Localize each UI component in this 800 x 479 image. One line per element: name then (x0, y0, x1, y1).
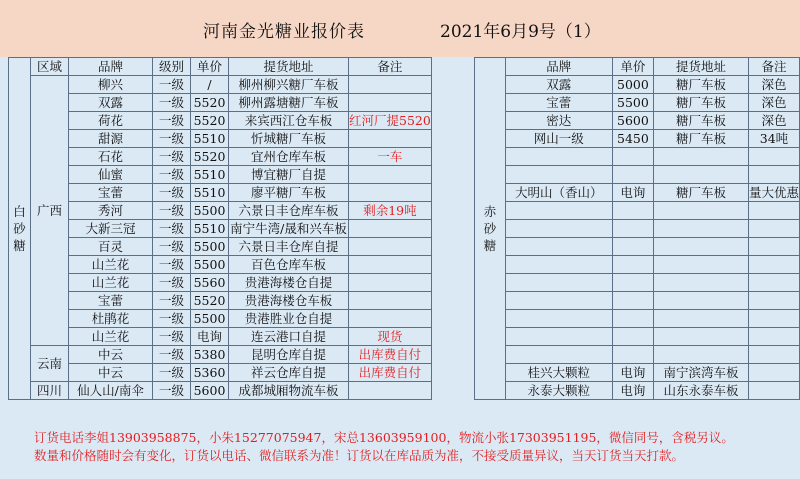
grade-cell: 一级 (153, 76, 191, 94)
brand-cell: 宝蕾 (505, 94, 612, 112)
table-row (475, 364, 800, 382)
price-cell (612, 238, 653, 256)
note-cell: 34吨 (748, 130, 799, 148)
note-cell: 红河厂提5520 (349, 113, 431, 128)
price-cell: 5500 (612, 94, 653, 112)
price-cell: 5600 (191, 382, 229, 400)
location-cell: 贵港海楼仓车板 (229, 292, 349, 310)
grade-cell: 一级 (153, 346, 191, 364)
note-cell: 现货 (349, 328, 432, 346)
brand-cell (505, 238, 612, 256)
brand-cell: 杜鹃花 (69, 310, 153, 328)
brand-cell: 密达 (505, 112, 612, 130)
price-cell: 5500 (191, 256, 229, 274)
brand-cell: 永泰大颗粒 (505, 382, 612, 400)
category-label-white-sugar (9, 58, 31, 400)
footer-contact-line: 订货电话李姐13903958875，小朱15277075947，宋总13603959100，物流小张17303951195，微信同号，含税另议。 (34, 430, 734, 445)
location-cell (654, 310, 749, 328)
price-cell (612, 292, 653, 310)
grade-cell: 一级 (153, 382, 191, 400)
header-brand: 品牌 (69, 58, 153, 76)
brand-cell: 荷花 (69, 112, 153, 130)
note-cell (349, 76, 432, 94)
brand-cell: 秀河 (69, 202, 153, 220)
price-cell (612, 310, 653, 328)
note-cell: 深色 (748, 76, 799, 94)
location-cell: 南宁滨湾车板 (654, 364, 749, 382)
grade-cell: 一级 (153, 130, 191, 148)
table-row (9, 76, 432, 94)
note-cell (349, 274, 432, 292)
location-cell: 山东永泰车板 (654, 382, 749, 400)
table-row (475, 202, 800, 220)
title-date: 2021年6月9号（1） (440, 22, 601, 42)
category-char: 白 (13, 204, 26, 219)
note-cell: 一车 (349, 148, 432, 166)
location-cell: 六景日丰仓库车板 (229, 202, 349, 220)
location-cell: 百色仓库车板 (229, 256, 349, 274)
location-cell: 糖厂车板 (654, 76, 749, 94)
brand-cell: 中云 (69, 364, 153, 382)
location-cell: 柳州柳兴糖厂车板 (229, 76, 349, 94)
note-cell (748, 148, 799, 166)
location-cell (654, 292, 749, 310)
note-cell (349, 292, 432, 310)
table-row (475, 112, 800, 130)
note-cell (748, 256, 799, 274)
note-cell (349, 238, 432, 256)
table-row (9, 292, 432, 310)
table-row (475, 274, 800, 292)
price-cell: 5520 (191, 148, 229, 166)
grade-cell: 一级 (153, 292, 191, 310)
price-cell: 电询 (191, 328, 229, 346)
location-cell (654, 328, 749, 346)
brand-cell: 山兰花 (69, 274, 153, 292)
price-cell: 5510 (191, 220, 229, 238)
brand-cell (505, 346, 612, 364)
region-sichuan: 四川 (31, 382, 69, 400)
table-area (0, 57, 800, 403)
brand-cell (505, 256, 612, 274)
price-cell: 5520 (191, 94, 229, 112)
category-char: 糖 (483, 238, 497, 253)
location-cell: 柳州露塘糖厂车板 (229, 94, 349, 112)
table-row (475, 238, 800, 256)
note-cell (748, 274, 799, 292)
price-cell: 5520 (191, 112, 229, 130)
table-row (475, 130, 800, 148)
brand-cell: 中云 (69, 346, 153, 364)
note-cell (748, 202, 799, 220)
brand-cell: 山兰花 (69, 328, 153, 346)
note-cell (748, 364, 799, 382)
table-header-row (475, 58, 800, 76)
price-cell (612, 346, 653, 364)
category-char: 糖 (13, 238, 26, 253)
price-cell (612, 148, 653, 166)
brand-cell: 大新三冠 (69, 220, 153, 238)
table-row (475, 292, 800, 310)
grade-cell: 一级 (153, 274, 191, 292)
header-brand: 品牌 (505, 58, 612, 76)
brand-cell: 甜源 (69, 130, 153, 148)
white-sugar-table (8, 57, 432, 400)
note-cell: 量大优惠 (748, 185, 799, 200)
table-row (9, 130, 432, 148)
price-cell: 5500 (191, 238, 229, 256)
location-cell (654, 166, 749, 184)
note-cell (748, 220, 799, 238)
note-cell (349, 382, 432, 400)
brand-cell: 柳兴 (69, 76, 153, 94)
table-row (475, 220, 800, 238)
price-cell: / (191, 76, 229, 94)
note-cell: 深色 (748, 112, 799, 130)
price-cell: 5380 (191, 346, 229, 364)
price-cell: 5600 (612, 112, 653, 130)
location-cell: 糖厂车板 (654, 112, 749, 130)
price-cell (612, 328, 653, 346)
location-cell (654, 274, 749, 292)
brand-cell (505, 328, 612, 346)
brand-cell: 网山一级 (505, 130, 612, 148)
grade-cell: 一级 (153, 202, 191, 220)
grade-cell: 一级 (153, 328, 191, 346)
brand-cell (505, 220, 612, 238)
location-cell (654, 148, 749, 166)
table-row (9, 166, 432, 184)
header-price: 单价 (612, 58, 653, 76)
grade-cell: 一级 (153, 256, 191, 274)
table-row (9, 256, 432, 274)
brand-cell: 百灵 (69, 238, 153, 256)
table-row (475, 184, 800, 202)
grade-cell: 一级 (153, 220, 191, 238)
table-row (475, 256, 800, 274)
brand-cell: 双露 (505, 76, 612, 94)
price-cell: 电询 (612, 364, 653, 382)
note-cell (748, 166, 799, 184)
location-cell: 糖厂车板 (654, 130, 749, 148)
brand-cell: 宝蕾 (69, 292, 153, 310)
location-cell: 昆明仓库自提 (229, 346, 349, 364)
header-location: 提货地址 (654, 58, 749, 76)
location-cell: 糖厂车板 (654, 94, 749, 112)
location-cell (654, 202, 749, 220)
price-cell: 5500 (191, 202, 229, 220)
price-cell: 电询 (612, 382, 653, 400)
category-label-brown-sugar (475, 58, 506, 400)
brand-cell: 桂兴大颗粒 (505, 364, 612, 382)
table-row (475, 166, 800, 184)
price-cell (612, 166, 653, 184)
grade-cell: 一级 (153, 184, 191, 202)
header-location: 提货地址 (229, 58, 349, 76)
table-row (9, 184, 432, 202)
table-row (475, 94, 800, 112)
price-cell: 电询 (612, 184, 653, 202)
table-row (9, 364, 432, 382)
price-cell: 5450 (612, 130, 653, 148)
location-cell: 六景日丰仓库自提 (229, 238, 349, 256)
brand-cell (505, 202, 612, 220)
table-row (9, 310, 432, 328)
region-yunnan: 云南 (31, 346, 69, 382)
category-char: 赤 (483, 204, 497, 219)
price-cell (612, 220, 653, 238)
table-row (9, 148, 432, 166)
note-cell (349, 184, 432, 202)
brand-cell: 仙人山/南伞 (69, 382, 153, 400)
header-note: 备注 (349, 58, 432, 76)
table-row (9, 274, 432, 292)
note-cell (349, 130, 432, 148)
price-cell (612, 256, 653, 274)
location-cell: 来宾西江仓车板 (229, 112, 349, 130)
price-cell: 5510 (191, 166, 229, 184)
note-cell (748, 328, 799, 346)
brand-cell (505, 274, 612, 292)
note-cell: 深色 (748, 94, 799, 112)
brand-cell (505, 310, 612, 328)
grade-cell: 一级 (153, 166, 191, 184)
note-cell (748, 292, 799, 310)
table-row (475, 148, 800, 166)
footer-notes (0, 403, 800, 479)
note-cell (349, 310, 432, 328)
location-cell (654, 238, 749, 256)
header-grade: 级别 (153, 58, 191, 76)
location-cell: 糖厂车板 (654, 184, 749, 202)
location-cell: 贵港海楼仓自提 (229, 274, 349, 292)
location-cell (654, 346, 749, 364)
category-char: 砂 (13, 221, 26, 236)
brown-sugar-table (474, 57, 800, 400)
region-guangxi: 广西 (31, 76, 69, 346)
grade-cell: 一级 (153, 94, 191, 112)
price-cell (612, 274, 653, 292)
grade-cell: 一级 (153, 238, 191, 256)
table-row (475, 382, 800, 400)
table-row (9, 328, 432, 346)
note-cell: 出库费自付 (349, 346, 432, 364)
note-cell (349, 94, 432, 112)
location-cell: 博宜糖厂自提 (229, 166, 349, 184)
table-row (9, 238, 432, 256)
note-cell (349, 220, 432, 238)
price-cell: 5520 (191, 292, 229, 310)
brand-cell: 宝蕾 (69, 184, 153, 202)
grade-cell: 一级 (153, 364, 191, 382)
location-cell: 贵港胜业仓自提 (229, 310, 349, 328)
table-row (475, 310, 800, 328)
price-cell (612, 202, 653, 220)
location-cell: 忻城糖厂车板 (229, 130, 349, 148)
price-cell: 5360 (191, 364, 229, 382)
brand-cell (505, 148, 612, 166)
table-row (475, 76, 800, 94)
header-note: 备注 (748, 58, 799, 76)
note-cell (748, 382, 799, 400)
brand-cell: 大明山（香山） (505, 184, 612, 202)
table-row (475, 328, 800, 346)
price-cell: 5500 (191, 310, 229, 328)
brand-cell (505, 166, 612, 184)
brand-cell: 石花 (69, 148, 153, 166)
table-row (9, 382, 432, 400)
price-cell: 5510 (191, 184, 229, 202)
brand-cell (505, 292, 612, 310)
grade-cell: 一级 (153, 310, 191, 328)
location-cell: 连云港口自提 (229, 328, 349, 346)
table-row (475, 346, 800, 364)
grade-cell: 一级 (153, 148, 191, 166)
location-cell: 廖平糖厂车板 (229, 184, 349, 202)
location-cell (654, 256, 749, 274)
table-row (9, 220, 432, 238)
note-cell (748, 238, 799, 256)
table-row (9, 94, 432, 112)
table-row (9, 202, 432, 220)
note-cell (748, 346, 799, 364)
header-price: 单价 (191, 58, 229, 76)
note-cell (748, 310, 799, 328)
location-cell: 成都城厢物流车板 (229, 382, 349, 400)
brand-cell: 仙蜜 (69, 166, 153, 184)
location-cell: 南宁牛湾/晟和兴车板 (230, 221, 347, 236)
table-row (9, 346, 432, 364)
price-cell: 5000 (612, 76, 653, 94)
category-char: 砂 (483, 221, 497, 236)
grade-cell: 一级 (153, 112, 191, 130)
title-bar (0, 0, 800, 58)
brand-cell: 双露 (69, 94, 153, 112)
footer-terms-line: 数量和价格随时会有变化，订货以电话、微信联系为准！订货以在库品质为准，不接受质量异议，当天订货当天打款。 (34, 448, 685, 463)
note-cell (349, 256, 432, 274)
table-header-row (9, 58, 432, 76)
table-row (9, 112, 432, 130)
location-cell: 宜州仓库车板 (229, 148, 349, 166)
price-cell: 5560 (191, 274, 229, 292)
note-cell: 剩余19吨 (349, 202, 432, 220)
note-cell (349, 166, 432, 184)
price-cell: 5510 (191, 130, 229, 148)
note-cell: 出库费自付 (349, 364, 432, 382)
brand-cell: 山兰花 (69, 256, 153, 274)
location-cell (654, 220, 749, 238)
header-region: 区域 (31, 58, 69, 76)
page-title: 河南金光糖业报价表 (203, 22, 365, 42)
location-cell: 祥云仓库自提 (229, 364, 349, 382)
